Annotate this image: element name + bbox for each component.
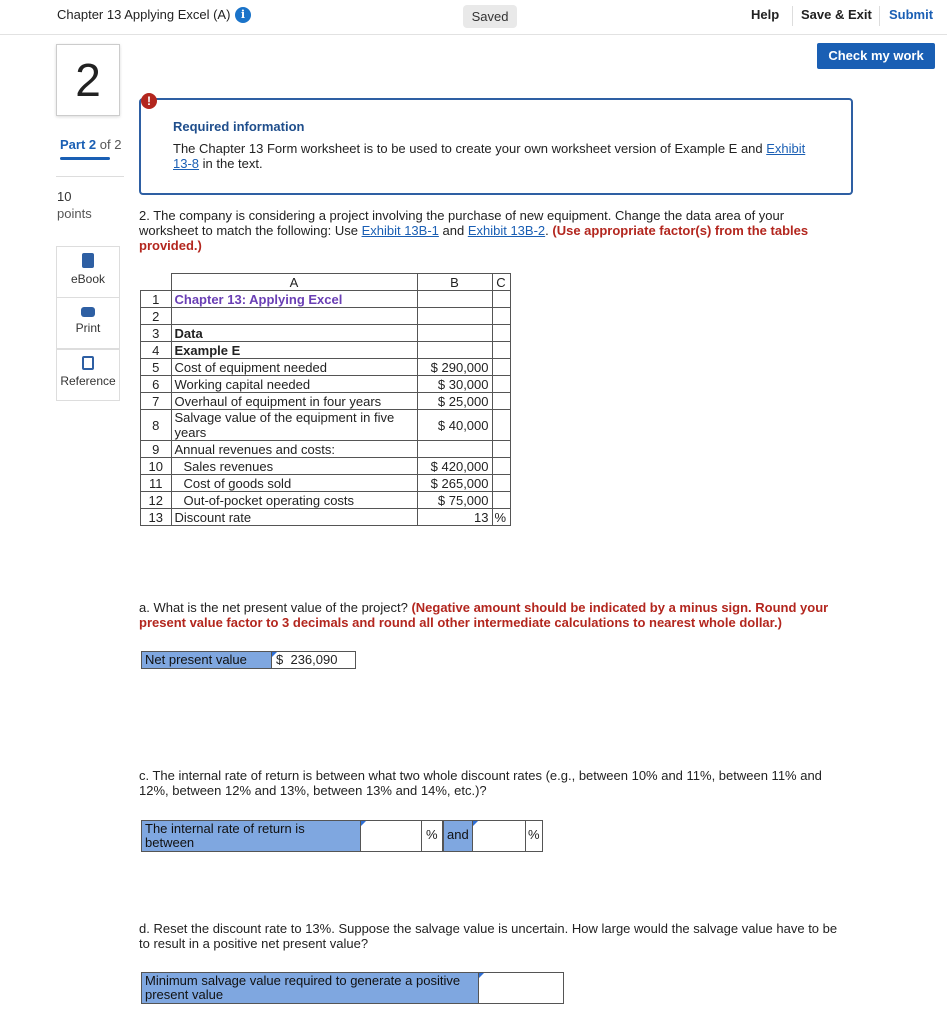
- cell-flag-icon: [361, 821, 366, 826]
- required-info-text: [173, 141, 813, 171]
- cell-b: $ 290,000: [417, 359, 492, 376]
- table-row: [141, 410, 511, 441]
- divider: [792, 6, 793, 26]
- part-prefix: Part: [60, 137, 89, 152]
- help-button[interactable]: Help: [751, 7, 780, 22]
- cell-c: [492, 458, 510, 475]
- row-number: 7: [141, 393, 172, 410]
- column-header: B: [417, 274, 492, 291]
- print-label: Print: [75, 321, 101, 335]
- cell-c: [492, 393, 510, 410]
- part-c-question: c. The internal rate of return is between what two whole discount rates (e.g., between 10% and 11%, between 11% and 12%, between 12% and 13%, between 13% and 14%, etc.)?: [139, 768, 822, 798]
- column-header: C: [492, 274, 510, 291]
- table-row: [141, 342, 511, 359]
- cell-flag-icon: [272, 652, 277, 657]
- cell-a: Out-of-pocket operating costs: [171, 492, 417, 509]
- row-number: 3: [141, 325, 172, 342]
- question-2-body: 2. The company is considering a project involving the purchase of new equipment. Change the data area of your worksheet to match the following: Use: [139, 208, 785, 238]
- ebook-label: eBook: [70, 272, 106, 286]
- part-a-question: [139, 600, 839, 630]
- alert-icon: !: [141, 93, 157, 109]
- ebook-button[interactable]: [56, 246, 120, 298]
- row-number: 13: [141, 509, 172, 526]
- irr-upper-input[interactable]: [472, 820, 526, 852]
- cell-b: $ 40,000: [417, 410, 492, 441]
- exhibit-13-8-link[interactable]: Exhibit 13-8: [173, 141, 806, 171]
- required-info-tail: in the text.: [199, 156, 263, 171]
- part-a-instruction: (Negative amount should be indicated by a minus sign. Round your present value factor to 3 decimals and round all other intermediate calculations to nearest whole dollar.): [139, 600, 829, 630]
- question-2-text: [139, 208, 829, 253]
- irr-lower-input[interactable]: [360, 820, 422, 852]
- corner-cell: [141, 274, 172, 291]
- cell-c: [492, 410, 510, 441]
- cell-a: Data: [171, 325, 417, 342]
- cell-b: [417, 308, 492, 325]
- book-icon: [82, 253, 94, 268]
- cell-c: [492, 441, 510, 458]
- saved-status: Saved: [463, 5, 517, 28]
- min-salvage-input[interactable]: [478, 972, 564, 1004]
- min-salvage-label: Minimum salvage value required to generate a positive present value: [141, 972, 479, 1004]
- npv-input[interactable]: [271, 651, 356, 669]
- part-label: [60, 137, 96, 152]
- cell-a: Sales revenues: [171, 458, 417, 475]
- table-row: [141, 458, 511, 475]
- table-row: [141, 475, 511, 492]
- check-my-work-button[interactable]: Check my work: [817, 43, 935, 69]
- cell-c: [492, 376, 510, 393]
- table-row: [141, 393, 511, 410]
- cell-b: [417, 441, 492, 458]
- reference-button[interactable]: [56, 349, 120, 401]
- required-info-title: Required information: [173, 119, 305, 134]
- irr-label: The internal rate of return is between: [141, 820, 361, 852]
- info-icon[interactable]: i: [235, 7, 251, 23]
- required-info-body: The Chapter 13 Form worksheet is to be used to create your own worksheet version of Example E and: [173, 141, 767, 156]
- cell-c: [492, 291, 510, 308]
- cell-c: [492, 492, 510, 509]
- column-header: A: [171, 274, 417, 291]
- row-number: 6: [141, 376, 172, 393]
- cell-b: $ 25,000: [417, 393, 492, 410]
- print-button[interactable]: [56, 297, 120, 349]
- cell-a: Working capital needed: [171, 376, 417, 393]
- printer-icon: [81, 307, 95, 317]
- cell-a: Salvage value of the equipment in five years: [171, 410, 417, 441]
- npv-value: 236,090: [290, 652, 338, 667]
- part-indicator: [60, 137, 121, 152]
- spreadsheet: [140, 273, 511, 526]
- cell-a: Cost of goods sold: [171, 475, 417, 492]
- table-row: [141, 376, 511, 393]
- cell-b: [417, 291, 492, 308]
- part-a-text: a. What is the net present value of the project?: [139, 600, 412, 615]
- cell-flag-icon: [479, 973, 484, 978]
- cell-c: %: [492, 509, 510, 526]
- npv-currency: $: [276, 652, 284, 667]
- cell-b: $ 265,000: [417, 475, 492, 492]
- cell-a: Annual revenues and costs:: [171, 441, 417, 458]
- part-current: 2: [88, 137, 97, 152]
- cell-b: $ 420,000: [417, 458, 492, 475]
- cell-b: $ 75,000: [417, 492, 492, 509]
- question-2-and: and: [438, 223, 468, 238]
- npv-label: Net present value: [141, 651, 272, 669]
- row-number: 8: [141, 410, 172, 441]
- points-value: 10: [57, 189, 72, 204]
- cell-c: [492, 308, 510, 325]
- cell-b: [417, 325, 492, 342]
- submit-button[interactable]: Submit: [889, 7, 934, 22]
- cell-a: Example E: [171, 342, 417, 359]
- row-number: 2: [141, 308, 172, 325]
- percent-sign: %: [421, 820, 443, 852]
- question-number: 2: [56, 44, 120, 116]
- row-number: 10: [141, 458, 172, 475]
- and-label: and: [443, 820, 473, 852]
- cell-c: [492, 475, 510, 492]
- part-d-question: d. Reset the discount rate to 13%. Suppose the salvage value is uncertain. How large would the salvage value have to be to result in a positive net present value?: [139, 921, 838, 951]
- cell-b: $ 30,000: [417, 376, 492, 393]
- points-label: points: [57, 206, 92, 221]
- part-progress-bar: [60, 157, 110, 160]
- cell-a: [171, 308, 417, 325]
- exhibit-13b-1-link[interactable]: Exhibit 13B-1: [361, 223, 439, 238]
- cell-c: [492, 342, 510, 359]
- cell-b: [417, 342, 492, 359]
- cell-a: Cost of equipment needed: [171, 359, 417, 376]
- cell-b: 13: [417, 509, 492, 526]
- cell-c: [492, 359, 510, 376]
- divider: [56, 176, 124, 177]
- table-row: [141, 441, 511, 458]
- table-row: [141, 308, 511, 325]
- reference-label: Reference: [60, 374, 116, 388]
- divider: [879, 6, 880, 26]
- part-suffix: of 2: [96, 137, 122, 152]
- table-row: [141, 359, 511, 376]
- row-number: 9: [141, 441, 172, 458]
- percent-sign: %: [525, 820, 543, 852]
- copy-icon: [82, 356, 94, 370]
- column-header-row: [141, 274, 511, 291]
- cell-flag-icon: [473, 821, 478, 826]
- question-2-instruction: (Use appropriate factor(s) from the tables provided.): [139, 223, 809, 253]
- cell-a: Chapter 13: Applying Excel: [171, 291, 417, 308]
- row-number: 4: [141, 342, 172, 359]
- row-number: 11: [141, 475, 172, 492]
- table-row: [141, 325, 511, 342]
- assignment-title: Chapter 13 Applying Excel (A): [57, 7, 231, 22]
- cell-a: Discount rate: [171, 509, 417, 526]
- save-exit-button[interactable]: Save & Exit: [801, 7, 872, 22]
- row-number: 1: [141, 291, 172, 308]
- table-row: [141, 492, 511, 509]
- exhibit-13b-2-link[interactable]: Exhibit 13B-2: [467, 223, 546, 238]
- question-2-dot: .: [545, 223, 553, 238]
- table-row: [141, 291, 511, 308]
- row-number: 5: [141, 359, 172, 376]
- row-number: 12: [141, 492, 172, 509]
- table-row: [141, 509, 511, 526]
- cell-a: Overhaul of equipment in four years: [171, 393, 417, 410]
- cell-c: [492, 325, 510, 342]
